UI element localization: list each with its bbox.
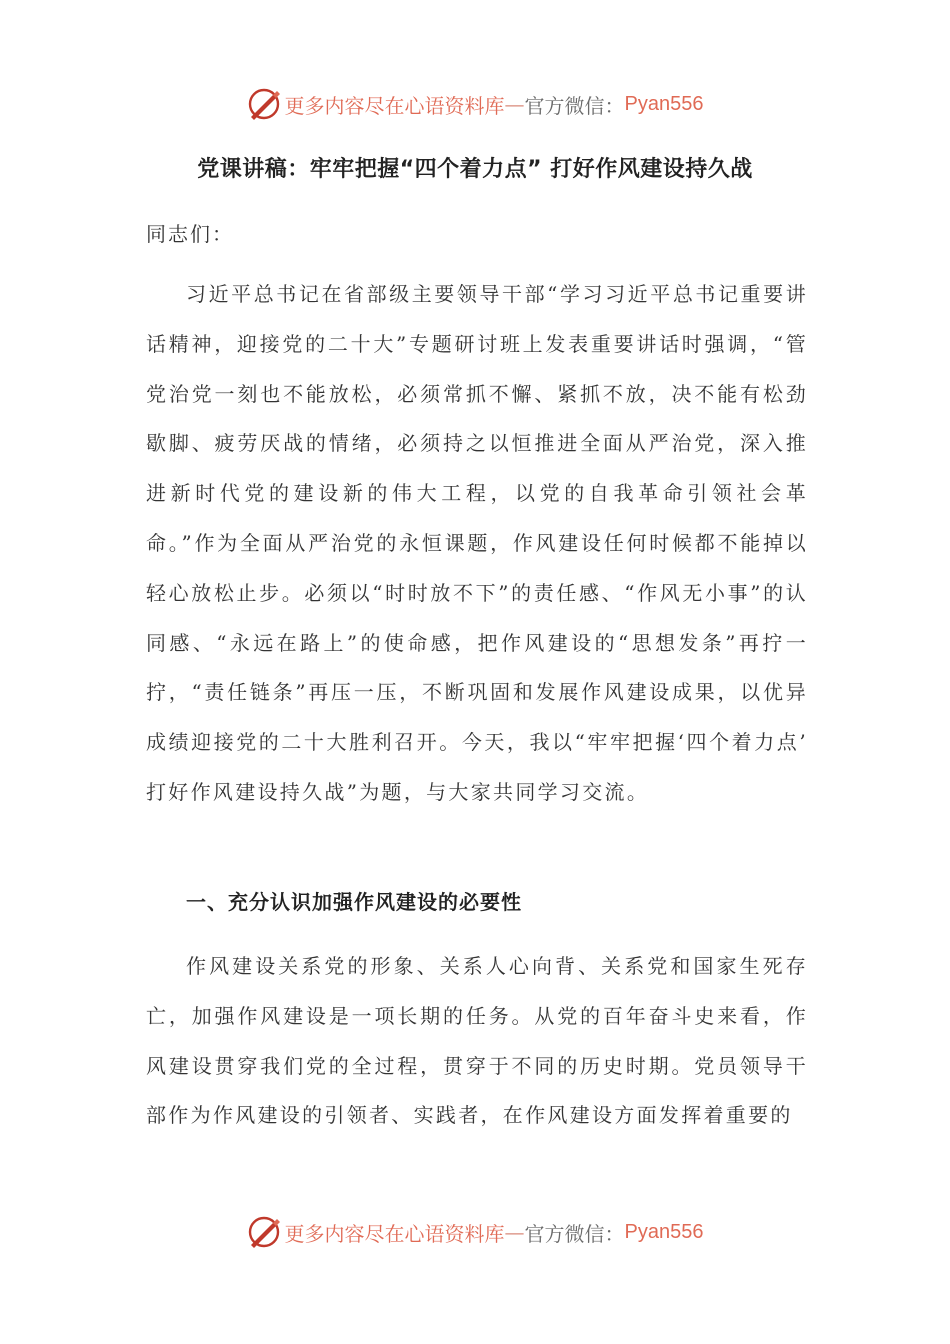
banner-dash: — (504, 92, 525, 116)
body-paragraph-2: 作风建设关系党的形象、关系人心向背、关系党和国家生死存亡，加强作风建设是一项长期的任务。从党的百年奋斗史来看，作风建设贯穿我们党的全过程，贯穿于不同的历史时期。党员领导干部作为作风建设的引领者、实践者，在作风建设方面发挥着重要的 (146, 954, 808, 1128)
footer-banner (0, 1212, 950, 1252)
banner-main-text: 更多内容尽在心语资料库 (284, 1221, 505, 1246)
pen-logo-icon (247, 87, 281, 121)
banner-wechat-id: Pyan556 (624, 92, 704, 115)
banner-wechat-label: 官方微信： (524, 1221, 625, 1246)
pen-logo-icon (247, 1215, 281, 1249)
section-heading-1: 一、充分认识加强作风建设的必要性 (186, 890, 522, 914)
banner-main-text: 更多内容尽在心语资料库 (284, 93, 505, 118)
document-title: 党课讲稿：牢牢把握“四个着力点” 打好作风建设持久战 (197, 157, 753, 182)
header-banner (0, 84, 950, 124)
banner-dash: — (504, 1220, 525, 1244)
banner-wechat-label: 官方微信： (524, 93, 625, 118)
salutation: 同志们： (146, 222, 234, 246)
banner-wechat-id: Pyan556 (624, 1220, 704, 1243)
body-paragraph-1: 习近平总书记在省部级主要领导干部“学习习近平总书记重要讲话精神，迎接党的二十大”专题研讨班上发表重要讲话时强调，“管党治党一刻也不能放松，必须常抓不懈、紧抓不放，决不能有松劲歇脚、疲劳厌战的情绪，必须持之以恒推进全面从严治党，深入推进新时代党的建设新的伟大工程，以党的自我革命引领社会革命。”作为全面从严治党的永恒课题，作风建设任何时候都不能掉以轻心放松止步。必须以“时时放不下”的责任感、“作风无小事”的认同感、“永远在路上”的使命感，把作风建设的“思想发条”再拧一拧，“责任链条”再压一压，不断巩固和发展作风建设成果，以优异成绩迎接党的二十大胜利召开。今天，我以“牢牢把握‘四个着力点’ 打好作风建设持久战”为题，与大家共同学习交流。 (146, 282, 808, 804)
